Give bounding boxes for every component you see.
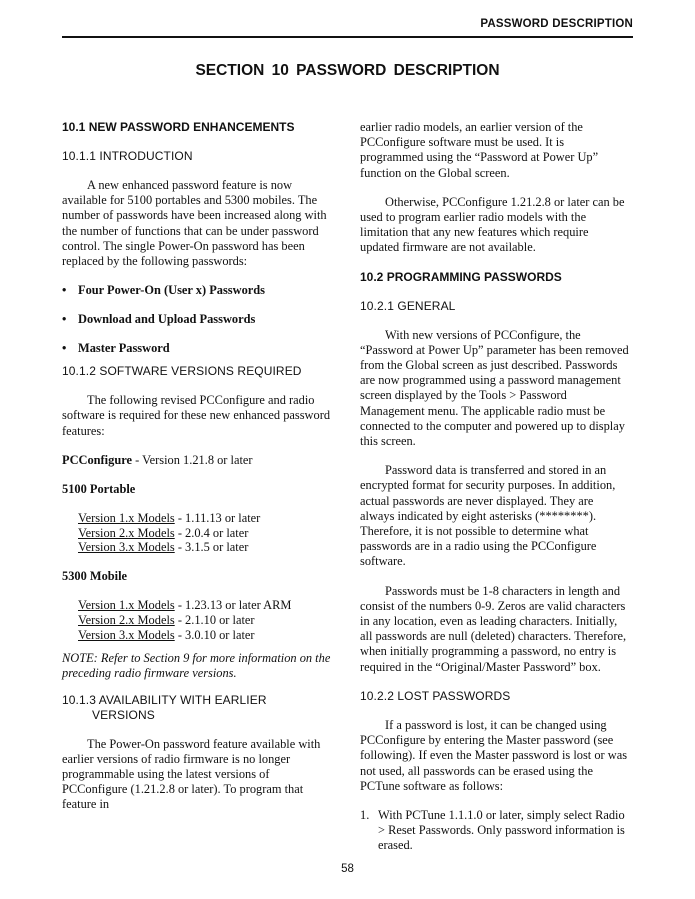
- password-data-paragraph: Password data is transferred and stored in an encrypted format for security purposes. In addition, actual passwords are never displayed. They are always indicated by eight asterisks (********). Therefore, it is not possible to determine what passwords are in a radio using the PCConfigure software.: [360, 463, 616, 569]
- portable-version-list: [62, 511, 332, 555]
- general-paragraph: With new versions of PCConfigure, the “Password at Power Up” parameter has been removed from the Global screen as just described. Passwords are now programmed using a password management screen displayed by the Tools > Password Management menu. The applicable radio must be connected to the computer and powered up to display this screen.: [360, 327, 629, 449]
- left-column: [62, 120, 332, 813]
- firmware-note: NOTE: Refer to Section 9 for more information on the preceding radio firmware versions.: [62, 650, 331, 680]
- heading-10-1-1: 10.1.1 INTRODUCTION: [62, 149, 193, 163]
- page-number: 58: [341, 863, 354, 875]
- heading-10-1-2: 10.1.2 SOFTWARE VERSIONS REQUIRED: [62, 364, 302, 379]
- list-item: Version 1.x Models - 1.23.13 or later ARM: [78, 598, 292, 613]
- lost-passwords-paragraph: If a password is lost, it can be changed using PCConfigure by entering the Master password (see following). If even the Master password is lost or was not used, all passwords can be erased using the PCTune software as follows:: [360, 717, 628, 793]
- continued-paragraph: earlier radio models, an earlier version of the PCConfigure software must be used. It is programmed using the “Password at Power Up” function on the Global screen.: [360, 120, 599, 180]
- mobile-version-list: [62, 598, 332, 642]
- right-column: [360, 120, 630, 854]
- list-item: • Four Power-On (User x) Passwords: [62, 283, 265, 298]
- otherwise-paragraph: Otherwise, PCConfigure 1.21.2.8 or later can be used to program earlier radio models with the limitation that any new features which require updated firmware are not available.: [360, 194, 625, 255]
- mobile-heading: 5300 Mobile: [62, 569, 128, 584]
- list-item: Version 1.x Models - 1.11.13 or later: [78, 510, 261, 525]
- software-paragraph: The following revised PCConfigure and radio software is required for these new enhanced password features:: [62, 393, 331, 438]
- pcconfigure-version: PCConfigure - Version 1.21.8 or later: [62, 452, 253, 467]
- list-item: Version 3.x Models - 3.1.5 or later: [78, 540, 249, 555]
- intro-paragraph: A new enhanced password feature is now available for 5100 portables and 5300 mobiles. The number of passwords have been increased along with the number of functions that can be under password control. The single Power-On password has been replaced by the following passwords:: [62, 178, 327, 269]
- list-item: 1. With PCTune 1.1.1.0 or later, simply select Radio > Reset Passwords. Only password information is erased.: [360, 807, 625, 853]
- section-title: SECTION 10 PASSWORD DESCRIPTION: [195, 62, 500, 79]
- password-length-paragraph: Passwords must be 1-8 characters in length and consist of the numbers 0-9. Zeros are valid characters in any location, even as leading characters. Initially, all passwords are null (deleted) characters. Therefore, when initially programming a password, no entry is required in the “Original/Master Password” box.: [360, 583, 627, 674]
- availability-paragraph: The Power-On password feature available with earlier versions of radio firmware is no longer programmable using the latest versions of PCConfigure (1.21.2.8 or later). To program that feature in: [62, 736, 321, 812]
- header-rule: [62, 36, 633, 38]
- portable-heading: 5100 Portable: [62, 481, 136, 496]
- list-item: • Master Password: [62, 341, 170, 356]
- password-bullet-list: [62, 283, 332, 356]
- reset-steps-list: [360, 808, 630, 854]
- heading-10-2: 10.2 PROGRAMMING PASSWORDS: [360, 269, 562, 284]
- running-header: PASSWORD DESCRIPTION: [480, 18, 633, 30]
- heading-10-1: 10.1 NEW PASSWORD ENHANCEMENTS: [62, 120, 295, 134]
- heading-10-1-3: 10.1.3 AVAILABILITY WITH EARLIER VERSIONS: [62, 692, 267, 722]
- heading-10-2-2: 10.2.2 LOST PASSWORDS: [360, 688, 511, 703]
- list-item: Version 3.x Models - 3.0.10 or later: [78, 627, 255, 642]
- heading-10-2-1: 10.2.1 GENERAL: [360, 298, 456, 313]
- list-item: Version 2.x Models - 2.0.4 or later: [78, 525, 249, 540]
- list-item: • Download and Upload Passwords: [62, 312, 256, 327]
- list-item: Version 2.x Models - 2.1.10 or later: [78, 613, 255, 628]
